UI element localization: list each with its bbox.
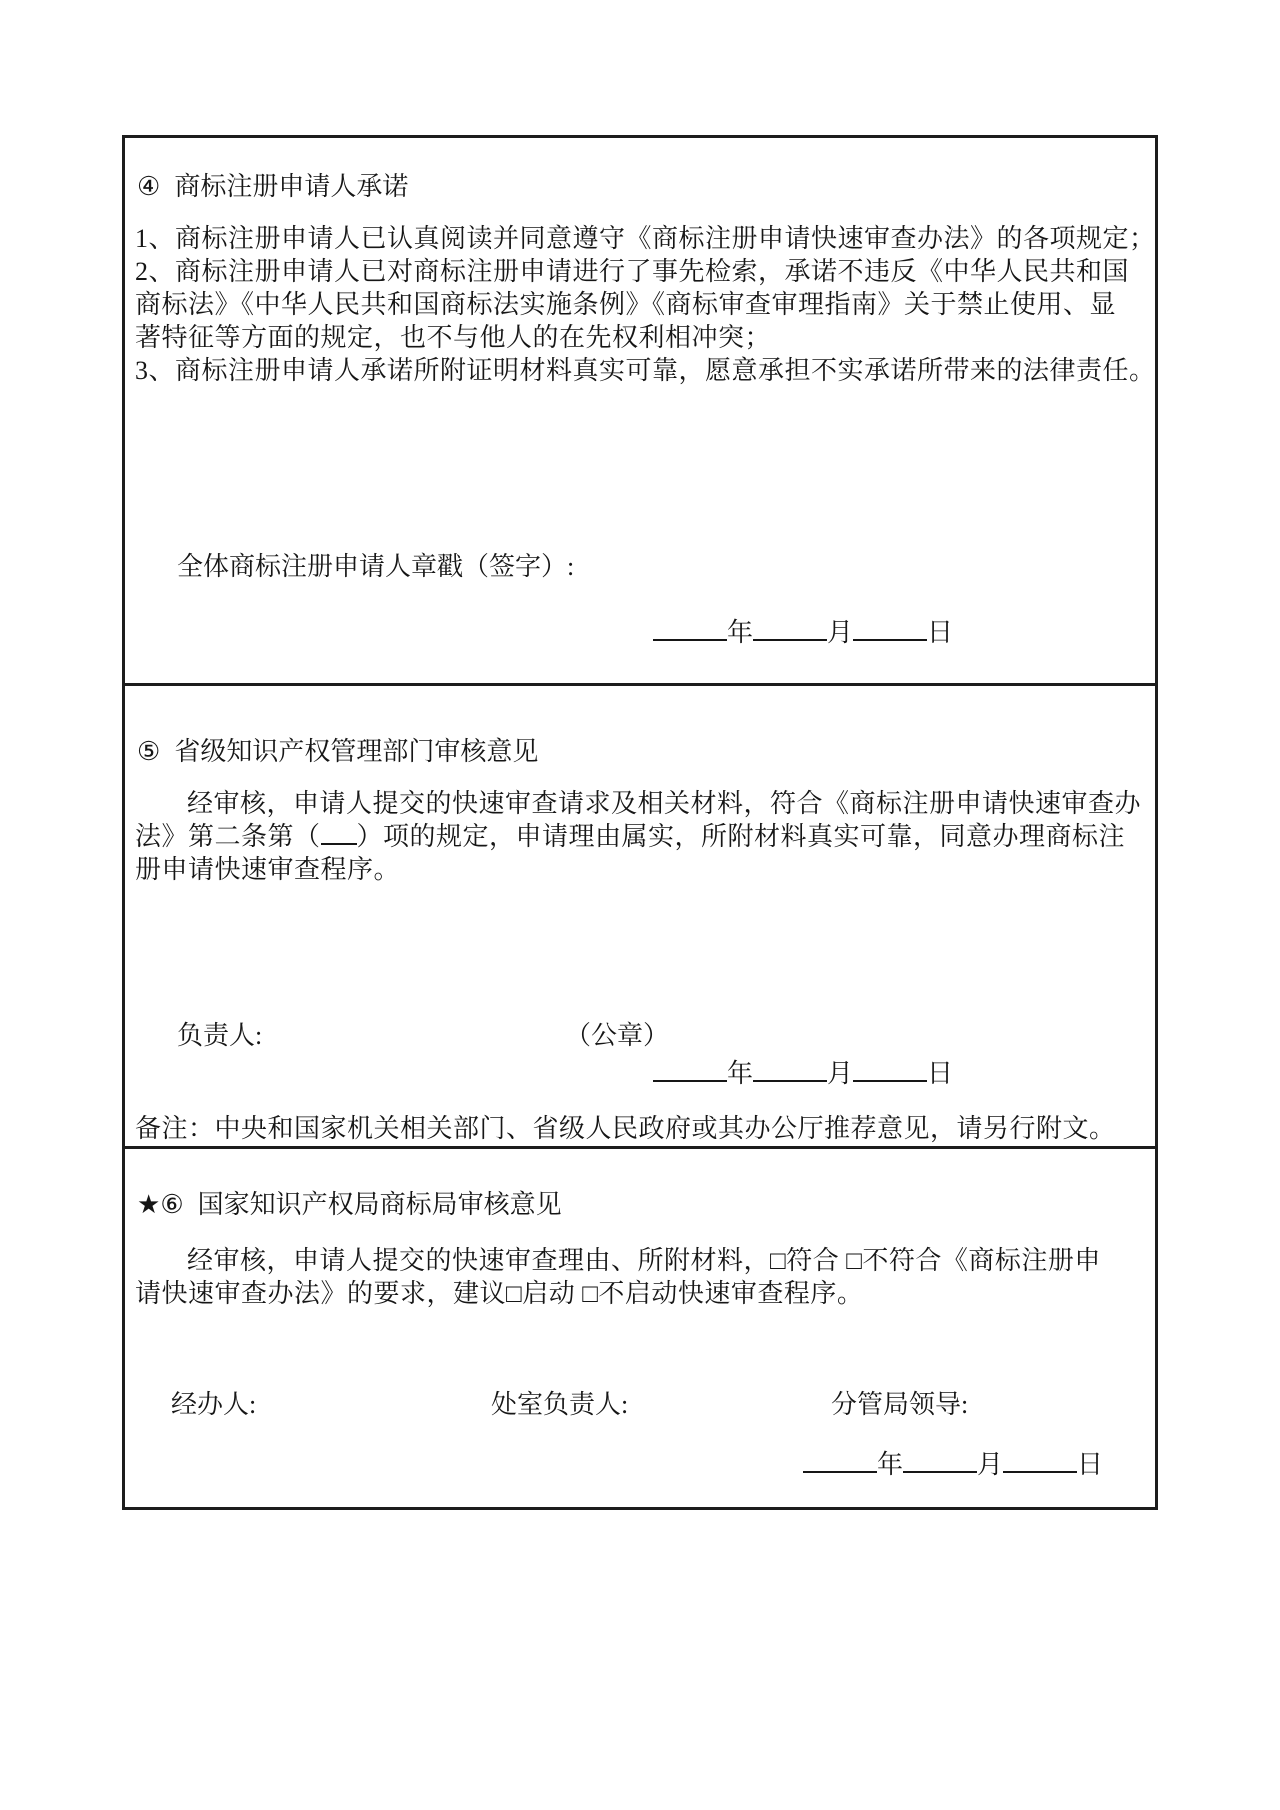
remark-note: 备注：中央和国家机关相关部门、省级人民政府或其办公厅推荐意见，请另行附文。 bbox=[135, 1114, 1116, 1143]
section4-heading bbox=[137, 170, 1143, 203]
section6-day-blank bbox=[1003, 1466, 1077, 1473]
commitment-line-4: 著特征等方面的规定，也不与他人的在先权利相冲突； bbox=[135, 323, 772, 352]
handler-label: 经办人: bbox=[171, 1390, 257, 1419]
section5-title: 省级知识产权管理部门审核意见 bbox=[174, 737, 539, 766]
star-icon: ★ bbox=[137, 1190, 161, 1219]
section6-year-blank bbox=[803, 1466, 877, 1473]
form-outer-border bbox=[122, 135, 1158, 1510]
official-seal-label: （公章） bbox=[565, 1021, 670, 1050]
section5-day-label: 日 bbox=[926, 1059, 953, 1088]
section5-number: ⑤ bbox=[137, 737, 161, 766]
commitment-paragraph bbox=[135, 222, 1156, 387]
commitment-line-5: 3、商标注册申请人承诺所附证明材料真实可靠，愿意承担不实承诺所带来的法律责任。 bbox=[135, 356, 1156, 385]
clause-item-blank bbox=[321, 838, 357, 845]
section4-day-label: 日 bbox=[926, 618, 953, 647]
cnipa-review-line-2: 请快速审查办法》的要求，建议□启动 □不启动快速审查程序。 bbox=[135, 1279, 864, 1308]
section6-heading bbox=[137, 1188, 1143, 1221]
section6-month-label: 月 bbox=[976, 1450, 1003, 1479]
section4-day-blank bbox=[853, 634, 927, 641]
commitment-line-3: 商标法》《中华人民共和国商标法实施条例》《商标审查审理指南》关于禁止使用、显 bbox=[135, 290, 1117, 319]
applicants-signature-label: 全体商标注册申请人章戳（签字）: bbox=[177, 552, 575, 581]
commitment-line-2: 2、商标注册申请人已对商标注册申请进行了事先检索，承诺不违反《中华人民共和国 bbox=[135, 257, 1130, 286]
bureau-leader-label: 分管局领导: bbox=[831, 1390, 969, 1419]
section5-date-line bbox=[653, 1057, 953, 1090]
commitment-line-1: 1、商标注册申请人已认真阅读并同意遵守《商标注册申请快速审查办法》的各项规定； bbox=[135, 224, 1156, 253]
cnipa-review-line-1: 经审核，申请人提交的快速审查理由、所附材料，□符合 □不符合《商标注册申 bbox=[187, 1246, 1101, 1275]
section5-heading bbox=[137, 735, 1143, 768]
signers-row bbox=[171, 1388, 1145, 1421]
provincial-review-line-2 bbox=[135, 820, 1149, 853]
section-cnipa-review bbox=[125, 1152, 1155, 1507]
section6-day-label: 日 bbox=[1076, 1450, 1103, 1479]
section6-year-label: 年 bbox=[876, 1450, 903, 1479]
section4-date-line bbox=[653, 616, 953, 649]
provincial-review-paragraph bbox=[135, 787, 1149, 886]
section5-day-blank bbox=[853, 1075, 927, 1082]
provincial-review-line-1: 经审核，申请人提交的快速审查请求及相关材料，符合《商标注册申请快速审查办 bbox=[187, 789, 1142, 818]
section4-number: ④ bbox=[137, 172, 161, 201]
cnipa-review-paragraph bbox=[135, 1244, 1149, 1310]
section6-number: ⑥ bbox=[160, 1190, 184, 1219]
section-applicant-commitment bbox=[125, 138, 1155, 686]
section-provincial-review bbox=[125, 689, 1155, 1149]
section5-year-label: 年 bbox=[726, 1059, 753, 1088]
section4-month-label: 月 bbox=[826, 618, 853, 647]
office-head-label: 处室负责人: bbox=[491, 1390, 629, 1419]
provincial-review-line-3: 册申请快速审查程序。 bbox=[135, 855, 401, 884]
section4-month-blank bbox=[753, 634, 827, 641]
section4-year-label: 年 bbox=[726, 618, 753, 647]
section4-title: 商标注册申请人承诺 bbox=[174, 172, 409, 201]
section4-year-blank bbox=[653, 634, 727, 641]
section5-month-label: 月 bbox=[826, 1059, 853, 1088]
section6-date-line bbox=[803, 1448, 1103, 1481]
clause-text-after: ）项的规定，申请理由属实，所附材料真实可靠，同意办理商标注 bbox=[356, 822, 1126, 851]
section6-month-blank bbox=[903, 1466, 977, 1473]
section5-year-blank bbox=[653, 1075, 727, 1082]
section5-month-blank bbox=[753, 1075, 827, 1082]
section6-title: 国家知识产权局商标局审核意见 bbox=[197, 1190, 562, 1219]
clause-text-before: 法》第二条第（ bbox=[135, 822, 321, 851]
responsible-person-label: 负责人: bbox=[177, 1021, 263, 1050]
